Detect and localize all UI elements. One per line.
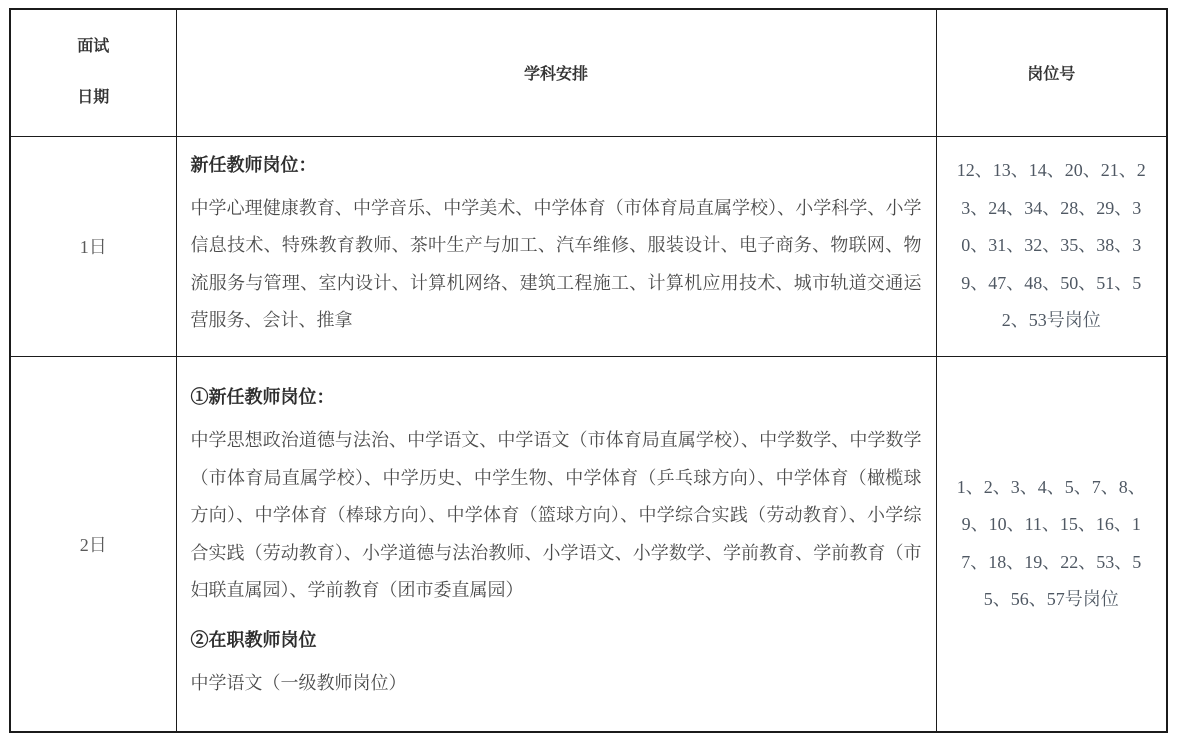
day1-subject-cell — [176, 136, 936, 356]
interview-schedule-table — [9, 8, 1168, 733]
table-row-day2 — [10, 356, 1167, 732]
table-row-day1 — [10, 136, 1167, 356]
header-cell-subject-arrangement: 学科安排 — [176, 9, 936, 136]
day2-subject-cell — [176, 356, 936, 732]
day2-heading-inservice-teacher: ②在职教师岗位 — [190, 629, 317, 650]
header-date-line2: 日期 — [77, 89, 110, 107]
day1-heading-new-teacher: 新任教师岗位： — [190, 154, 317, 175]
day1-date: 1日 — [10, 136, 176, 356]
day2-inservice-subject: 中学语文（一级教师岗位） — [190, 672, 407, 693]
header-cell-interview-date — [10, 9, 176, 136]
day2-date: 2日 — [10, 356, 176, 732]
day1-position-numbers: 12、13、14、20、21、23、24、34、28、29、30、31、32、35、38、39、47、48、50、51、52、53号岗位 — [936, 136, 1167, 356]
day2-position-numbers: 1、2、3、4、5、7、8、9、10、11、15、16、17、18、19、22、53、55、56、57号岗位 — [936, 356, 1167, 732]
day2-heading-new-teacher: ①新任教师岗位： — [190, 387, 335, 408]
day2-subject-list: 中学思想政治道德与法治、中学语文、中学语文（市体育局直属学校）、中学数学、中学数学（市体育局直属学校）、中学历史、中学生物、中学体育（乒乓球方向）、中学体育（橄榄球方向）、中学体育（棒球方向）、中学体育（篮球方向）、中学综合实践（劳动教育）、小学综合实践（劳动教育）、小学道德与法治教师、小学语文、小学数学、学前教育、学前教育（市妇联直属园）、学前教育（团市委直属园） — [190, 430, 922, 601]
header-cell-position-number: 岗位号 — [936, 9, 1167, 136]
header-row — [10, 9, 1167, 136]
header-date-line1: 面试 — [77, 38, 110, 56]
day1-subject-list: 中学心理健康教育、中学音乐、中学美术、中学体育（市体育局直属学校）、小学科学、小学信息技术、特殊教育教师、茶叶生产与加工、汽车维修、服装设计、电子商务、物联网、物流服务与管理、室内设计、计算机网络、建筑工程施工、计算机应用技术、城市轨道交通运营服务、会计、推拿 — [190, 197, 922, 330]
